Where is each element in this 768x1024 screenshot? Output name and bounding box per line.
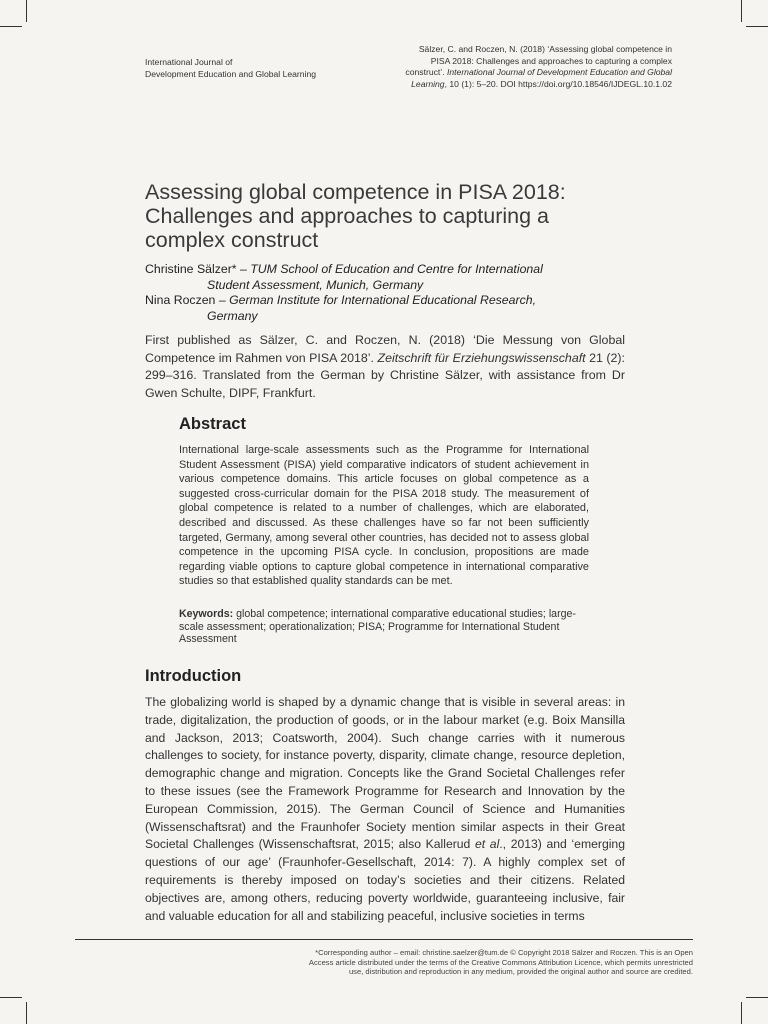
footnote-line: *Corresponding author – email: christine.saelzer@tum.de © Copyright 2018 Sälzer and Roczen. This is an Open [315,948,693,957]
keywords [179,608,589,646]
journal-name [145,56,385,80]
citation-text: construct’. [405,67,447,77]
crop-mark [746,997,768,998]
crop-mark [741,1002,742,1024]
author-affiliation: German Institute for International Educational Research, [229,293,536,307]
crop-mark [0,997,22,998]
footnote-line: use, distribution and reproduction in any medium, provided the original author and source are credited. [348,967,693,977]
crop-mark [741,0,742,22]
abstract-heading: Abstract [179,415,246,433]
author-entry [145,293,625,324]
crop-mark [26,0,27,22]
citation-doi[interactable]: , 10 (1): 5–20. DOI https://doi.org/10.18546/IJDEGL.10.1.02 [444,78,672,89]
citation-line: Sälzer, C. and Roczen, N. (2018) ‘Assessing global competence in [418,44,672,54]
citation-journal: Learning [411,78,445,89]
first-published-note [145,332,625,402]
keywords-label: Keywords: [179,608,234,620]
footnote [243,948,693,977]
citation-journal: International Journal of Development Education and Global [446,67,672,77]
abstract-body: International large-scale assessments such as the Programme for International Student Assessment (PISA) yield comparative indicators of student achievement in various competence domains. This article focuses on global competence as a suggested cross-curricular domain for the PISA 2018 study. The measurement of global competence is related to a number of challenges, which are elaborated, described and discussed. As these challenges have so far not been sufficiently targeted, Germany, among several other countries, has decided not to assess global competence in the upcoming PISA cycle. In conclusion, propositions are made regarding viable options to capture global competence in international comparative studies so that established quality standards can be met. [179,444,589,588]
keywords-list: global competence; international comparative educational studies; large-scale assessment; operationalization; PISA; Programme for International Student Assessment [179,608,576,646]
citation-line [352,79,672,91]
crop-mark [0,26,22,27]
introduction-text: The globalizing world is shaped by a dynamic change that is visible in several areas: in trade, digitalization, the production of goods, or in the labour market (e.g. Boix Mansilla and Jackson, 2013; Coatsworth, 2004). Such change carries with it numerous challenges to society, for instance poverty, disparity, climate change, resource depletion, demographic change and migration. Concepts like the Grand Societal Challenges refer to these issues (see the Framework Programme for Research and Innovation by the European Commission, 2015). The German Council of Science and Humanities (Wissenschaftsrat) and the Fraunhofer Society mention similar aspects in their Great Societal Challenges (Wissenschaftsrat, 2015; also Kallerud [145,695,625,852]
first-published-journal: Zeitschrift für Erziehungswissenschaft [377,350,586,365]
author-name: Nina Roczen – [145,293,230,307]
footnote-line: Access article distributed under the terms of the Creative Commons Attribution Licence, which permits unrestricted [308,957,693,967]
author-affiliation: Germany [207,308,258,323]
footnote-divider [75,939,693,940]
journal-name-line: Development Education and Global Learning [145,69,317,79]
author-affiliation: TUM School of Education and Centre for International [250,262,543,276]
first-published-text: First published as Sälzer, C. and Roczen, N. (2018) ‘Die Messung von Global Competence im Rahmen von PISA 2018’. [145,333,625,365]
introduction-text: ., 2013) and ‘emerging questions of our age’ (Fraunhofer-Gesellschaft, 2014: 7). A highly complex set of requirements is thereby imposed on today’s societies and their citizens. Related objectives are, among others, reducing poverty worldwide, guaranteeing inclusive, fair and valuable education for all and stabilizing peaceful, inclusive societies in terms [145,837,625,923]
crop-mark [746,26,768,27]
introduction-heading: Introduction [145,667,242,685]
author-entry [145,262,625,293]
journal-name-line: International Journal of [145,57,233,67]
citation-line: PISA 2018: Challenges and approaches to capturing a complex [430,55,672,66]
author-list [145,262,625,324]
first-published-text: 21 (2): 299–316. Translated from the German by Christine Sälzer, with assistance from Dr Gwen Schulte, DIPF, Frankfurt. [145,350,625,400]
citation-block [352,44,672,90]
introduction-body [145,694,625,925]
introduction-etal: et al [474,837,500,852]
author-name: Christine Sälzer* – [145,262,251,276]
citation-line [352,67,672,79]
article-title: Assessing global competence in PISA 2018: Challenges and approaches to capturing a complex construct [145,180,566,252]
author-affiliation: Student Assessment, Munich, Germany [207,277,424,292]
crop-mark [26,1002,27,1024]
